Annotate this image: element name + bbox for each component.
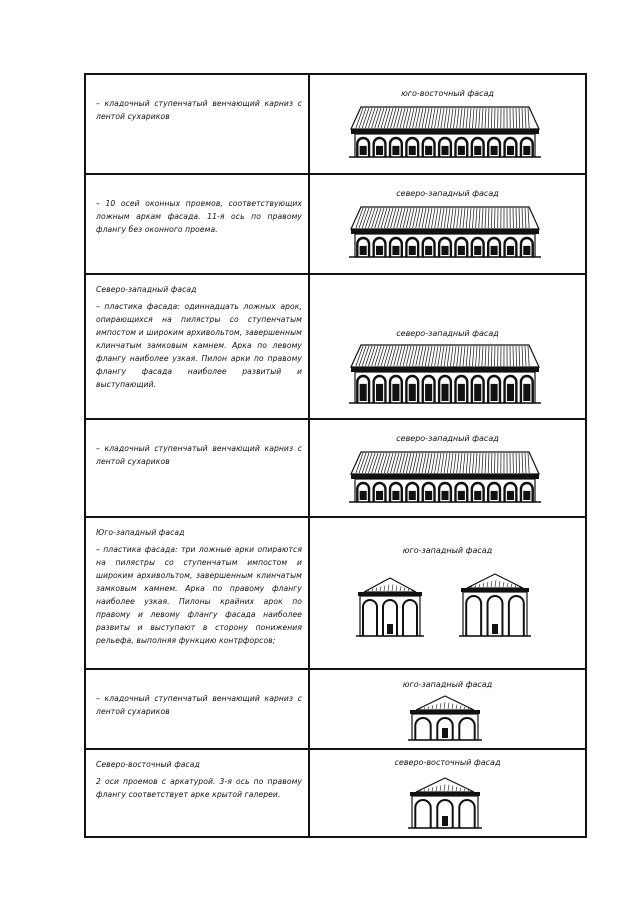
description-cell (86, 75, 310, 173)
row-text: – кладочный ступенчатый венчающий карниз с лентой сухариков (96, 444, 302, 466)
table-row (86, 670, 585, 750)
door (387, 624, 393, 634)
arch-opening (409, 246, 416, 255)
building-elevation (408, 696, 482, 740)
facade-drawing (310, 175, 581, 275)
arch-opening (507, 246, 514, 255)
row-text: – пластика фасада: одиннадцать ложных арок, опирающихся на пилястры со ступенчатым импостом и широким архивольтом, завершенным клинчатым замковым камнем. Арка по левому флангу наиболее узкая. Пилон арки по правому флангу фасада наиболее развитый и выступающий. (96, 302, 302, 389)
arch-opening (409, 146, 416, 155)
arch-opening (360, 246, 367, 255)
drawing-cell (310, 750, 585, 836)
facade-drawing (310, 420, 581, 518)
description-cell (86, 670, 310, 748)
arch-opening (441, 246, 448, 255)
drawing-caption: северо-западный фасад (396, 434, 499, 443)
arch-opening (474, 491, 481, 500)
arch-opening (491, 491, 498, 500)
drawing-caption: юго-западный фасад (402, 546, 493, 555)
description-cell (86, 518, 310, 668)
arch-opening (376, 491, 383, 500)
arch-opening (458, 491, 465, 500)
arch-opening (507, 384, 514, 401)
arch-opening (392, 146, 399, 155)
row-heading: Северо-восточный фасад (96, 760, 200, 769)
row-text: – кладочный ступенчатый венчающий карниз с лентой сухариков (96, 694, 302, 716)
roof (351, 452, 539, 474)
roof-hatch (495, 346, 496, 366)
arch-opening (360, 146, 367, 155)
table-row (86, 175, 585, 275)
arch-opening (376, 146, 383, 155)
arch-opening (360, 491, 367, 500)
arch-opening (458, 246, 465, 255)
arch-opening (474, 146, 481, 155)
arch-opening (458, 146, 465, 155)
arch-opening (523, 146, 530, 155)
arch-opening (474, 246, 481, 255)
arch-opening (425, 384, 432, 401)
drawing-caption: северо-западный фасад (396, 189, 499, 198)
roof-hatch (495, 208, 496, 228)
facade-drawing (310, 670, 581, 750)
arch-opening (491, 246, 498, 255)
arch-opening (376, 384, 383, 401)
building-elevation (408, 778, 482, 828)
roof (351, 107, 539, 129)
building-elevation (349, 107, 541, 157)
arch-opening (523, 491, 530, 500)
building-elevation (356, 578, 424, 636)
door (442, 816, 448, 826)
arch-opening (458, 384, 465, 401)
arch-opening (491, 146, 498, 155)
arch-opening (507, 146, 514, 155)
table-row (86, 420, 585, 518)
arch-opening (523, 384, 530, 401)
arch-opening (491, 384, 498, 401)
arch-opening (441, 491, 448, 500)
arch-opening (523, 246, 530, 255)
roof (351, 345, 539, 367)
drawing-caption: северо-восточный фасад (394, 758, 501, 767)
arch-opening (392, 491, 399, 500)
row-text: – 10 осей оконных проемов, соответствующих ложным аркам фасада. 11-я ось по правому флангу без оконного проема. (96, 199, 302, 234)
arch-opening (425, 246, 432, 255)
table-row (86, 275, 585, 420)
table-row (86, 75, 585, 175)
arch-opening (507, 491, 514, 500)
description-cell (86, 750, 310, 836)
cornice (351, 474, 539, 479)
description-cell (86, 420, 310, 516)
building-elevation (349, 207, 541, 257)
drawing-caption: юго-западный фасад (402, 680, 493, 689)
row-text: – кладочный ступенчатый венчающий карниз с лентой сухариков (96, 99, 302, 121)
table-row (86, 518, 585, 670)
row-text: – пластика фасада: три ложные арки опираются на пилястры со ступенчатым импостом и широким архивольтом, завершенным клинчатым замковым камнем. Арка по правому флангу наиболее узкая. Пилоны крайних арок по правому и левому флангу фасада наиболее развиты и выступают в сторону понижения рельефа, выполняя функцию контрфорсов; (96, 545, 302, 645)
drawing-caption: северо-западный фасад (396, 329, 499, 338)
facade-table (84, 73, 587, 838)
table-row (86, 750, 585, 838)
description-cell (86, 175, 310, 273)
roof-hatch (495, 108, 496, 128)
drawing-cell (310, 518, 585, 668)
door (442, 728, 448, 738)
facade-drawing (310, 750, 581, 838)
cornice (351, 367, 539, 372)
arch-opening (441, 146, 448, 155)
arch-opening (392, 384, 399, 401)
drawing-cell (310, 175, 585, 273)
facade-drawing (310, 75, 581, 175)
row-heading: Северо-западный фасад (96, 285, 197, 294)
facade-drawing (310, 275, 581, 420)
row-text: 2 оси проемов с аркатурой. 3-я ось по правому флангу соответствует арке крытой галереи. (96, 777, 302, 799)
drawing-cell (310, 420, 585, 516)
cornice (351, 229, 539, 234)
drawing-cell (310, 75, 585, 173)
arch-opening (425, 491, 432, 500)
description-cell (86, 275, 310, 418)
facade-drawing (310, 518, 581, 670)
building-elevation (349, 345, 541, 403)
drawing-caption: юго-восточный фасад (401, 89, 494, 98)
arch-opening (376, 246, 383, 255)
arch-opening (392, 246, 399, 255)
arch-opening (409, 384, 416, 401)
building-elevation (459, 574, 531, 636)
roof (351, 207, 539, 229)
arch-opening (409, 491, 416, 500)
arch-opening (425, 146, 432, 155)
drawing-cell (310, 275, 585, 418)
building-elevation (349, 452, 541, 502)
roof-hatch (495, 453, 496, 473)
row-heading: Юго-западный фасад (96, 528, 185, 537)
arch-opening (441, 384, 448, 401)
arch-opening (474, 384, 481, 401)
cornice (351, 129, 539, 134)
door (492, 624, 498, 634)
drawing-cell (310, 670, 585, 748)
arch-opening (360, 384, 367, 401)
